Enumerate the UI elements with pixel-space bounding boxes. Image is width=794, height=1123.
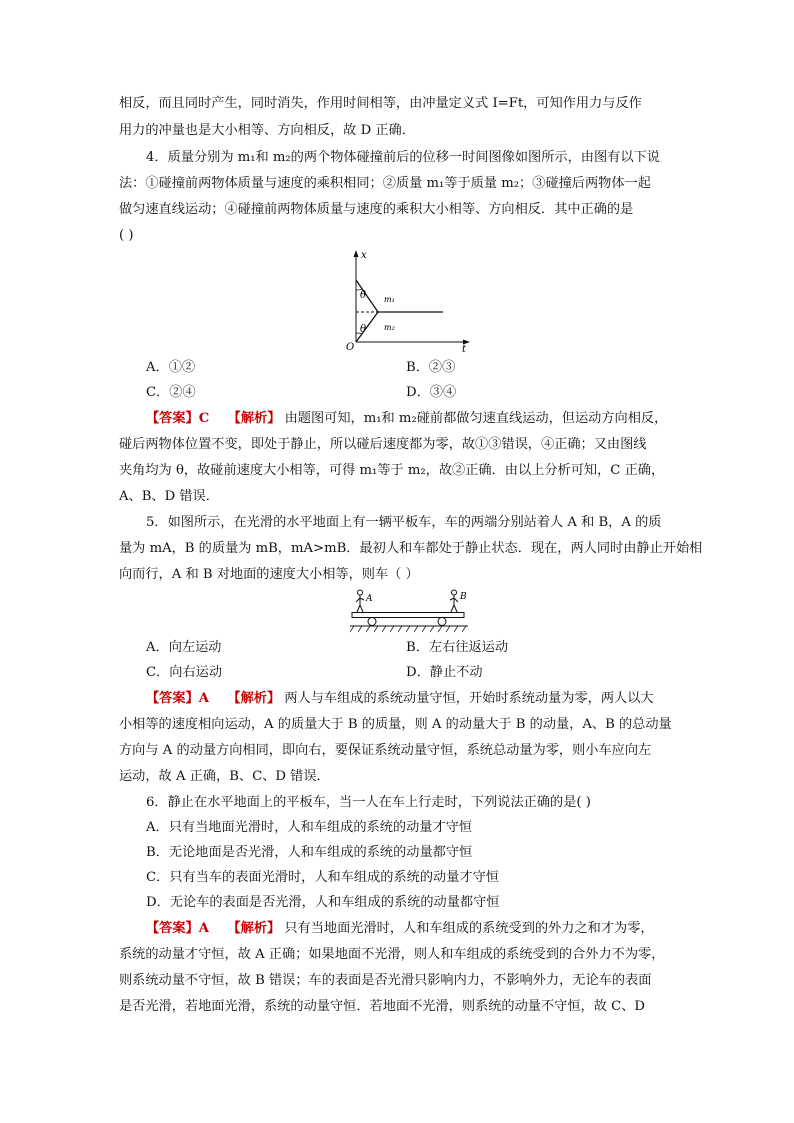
answer-line — [146, 920, 654, 938]
option-c: C．②④ — [146, 385, 196, 400]
question-4-text: 4．质量分别为 m₁和 m₂的两个物体碰撞前后的位移一时间图像如图所示，由图有以下说 — [146, 150, 660, 165]
analysis-text: 由题图可知，m₁和 m₂碰前都做匀速直线运动，但运动方向相反， — [284, 411, 668, 426]
analysis-text: 系统的动量才守恒，故 A 正确；如果地面不光滑，则人和车组成的系统受到的合外力不为零， — [119, 947, 665, 962]
question-5-text: 量为 mA，B 的质量为 mB，mA>mB．最初人和车都处于静止状态．现在，两人同时由静止开始相 — [119, 541, 703, 556]
analysis-tag: 【解析】 — [227, 411, 281, 426]
cart-figure — [350, 588, 468, 634]
m1-label: m₁ — [384, 295, 395, 304]
analysis-text: A、B、D 错误． — [119, 489, 219, 504]
option-b: B．②③ — [406, 360, 456, 375]
theta-label-upper: θ — [360, 290, 367, 301]
analysis-text: 碰后两物体位置不变，即处于静止，所以碰后速度都为零，故①③错误，④正确；又由图线 — [119, 437, 647, 452]
analysis-text: 只有当地面光滑时，人和车组成的系统受到的外力之和才为零， — [284, 921, 654, 936]
question-4-text: 做匀速直线运动；④碰撞前两物体质量与速度的乘积大小相等、方向相反．其中正确的是 — [119, 202, 634, 217]
text-line: 相反，而且同时产生，同时消失，作用时间相等，由冲量定义式 I=Ft，可知作用力与反作 — [119, 96, 642, 111]
question-5-text: 5．如图所示，在光滑的水平地面上有一辆平板车，车的两端分别站着人 A 和 B，A 的质 — [146, 515, 662, 530]
option-a: A．向左运动 — [146, 640, 222, 655]
question-6-text: 6．静止在水平地面上的平板车，当一人在车上行走时，下列说法正确的是( ) — [146, 795, 591, 810]
analysis-text: 小相等的速度相向运动，A 的质量大于 B 的质量，则 A 的动量大于 B 的动量，A、B 的总动量 — [119, 717, 672, 732]
question-4-bracket: ( ) — [119, 228, 134, 243]
analysis-tag: 【解析】 — [227, 691, 281, 706]
option-c: C．向右运动 — [146, 665, 223, 680]
person-b-label: B — [460, 592, 467, 602]
answer-tag: 【答案】A — [146, 691, 209, 706]
answer-tag: 【答案】A — [146, 921, 209, 936]
analysis-text: 则系统动量不守恒，故 B 错误；车的表面是否光滑只影响内力，不影响外力，无论车的表面 — [119, 973, 652, 988]
option-a: A．①② — [146, 360, 196, 375]
option-d: D．无论车的表面是否光滑，人和车组成的系统的动量都守恒 — [146, 895, 500, 910]
theta-label-lower: θ — [360, 324, 367, 335]
analysis-text: 运动，故 A 正确，B、C、D 错误． — [119, 769, 330, 784]
axis-t-label: t — [462, 344, 467, 355]
question-4-text: 法：①碰撞前两物体质量与速度的乘积相同；②质量 m₁等于质量 m₂；③碰撞后两物体一起 — [119, 176, 651, 191]
analysis-text: 夹角均为 θ，故碰前速度大小相等，可得 m₁等于 m₂，故②正确．由以上分析可知，C 正确， — [119, 463, 665, 478]
option-d: D．静止不动 — [406, 665, 483, 680]
answer-tag: 【答案】C — [146, 411, 210, 426]
analysis-text: 是否光滑，若地面光滑，系统的动量守恒．若地面不光滑，则系统的动量不守恒，故 C、D — [119, 999, 645, 1014]
origin-label: O — [346, 342, 355, 353]
analysis-text: 方向与 A 的动量方向相同，即向右，要保证系统动量守恒，系统总动量为零，则小车应向左 — [119, 743, 652, 758]
option-d: D．③④ — [406, 385, 457, 400]
answer-line — [146, 410, 667, 428]
m2-label: m₂ — [384, 323, 395, 332]
analysis-text: 两人与车组成的系统动量守恒，开始时系统动量为零，两人以大 — [284, 691, 654, 706]
option-b: B．左右往返运动 — [406, 640, 509, 655]
analysis-tag: 【解析】 — [227, 921, 281, 936]
option-b: B．无论地面是否光滑，人和车组成的系统的动量都守恒 — [146, 845, 473, 860]
person-a-label: A — [366, 594, 373, 604]
position-time-graph — [340, 250, 480, 355]
option-a: A．只有当地面光滑时，人和车组成的系统的动量才守恒 — [146, 820, 473, 835]
axis-x-label: x — [361, 250, 367, 261]
question-5-text: 向而行，A 和 B 对地面的速度大小相等，则车（ ） — [119, 567, 419, 582]
option-c: C．只有当车的表面光滑时，人和车组成的系统的动量才守恒 — [146, 870, 499, 885]
text-line: 用力的冲量也是大小相等、方向相反，故 D 正确． — [119, 123, 415, 138]
answer-line — [146, 690, 654, 708]
